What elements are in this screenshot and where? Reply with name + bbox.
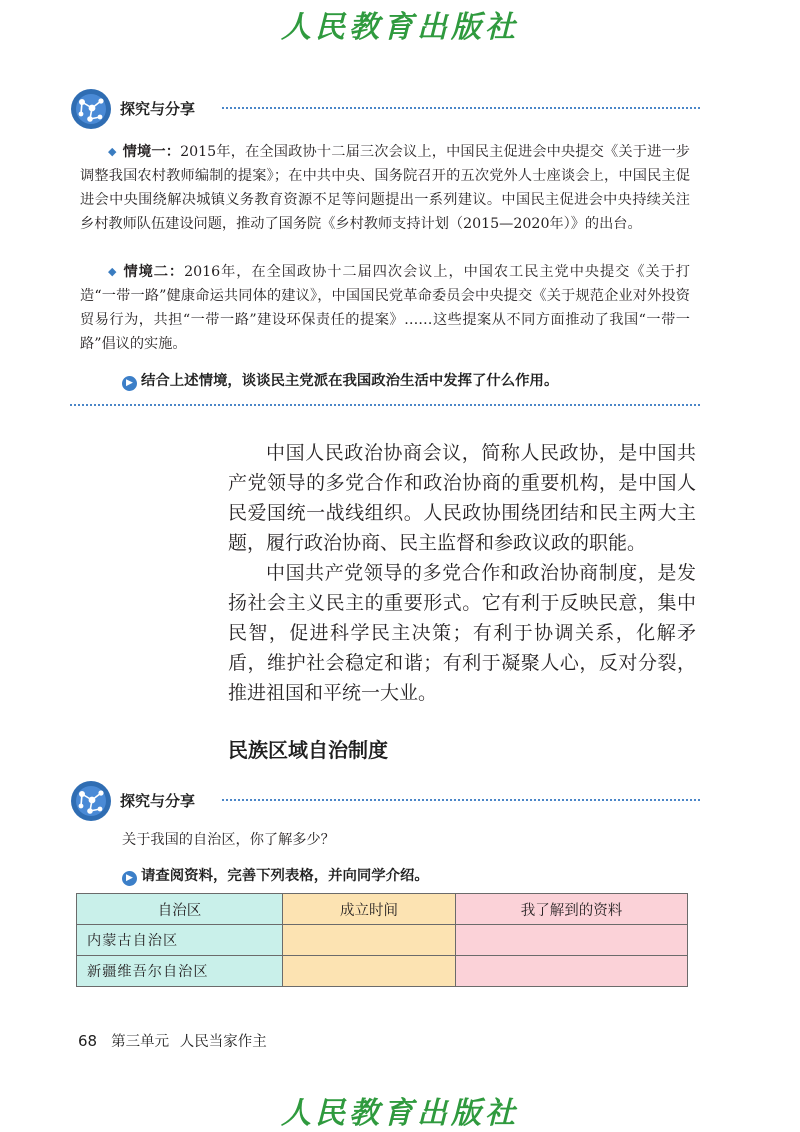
paragraph: 中国共产党领导的多党合作和政治协商制度，是发扬社会主义民主的重要形式。它有利于反映民意，集中民智，促进科学民主决策；有利于协调关系，化解矛盾，维护社会稳定和谐；有利于凝聚人心，反对分裂，推进祖国和平统一大业。 (228, 562, 696, 704)
diamond-bullet-icon: ◆ (108, 265, 118, 278)
column-header: 我了解到的资料 (456, 894, 688, 925)
publisher-logo-top: 人民教育出版社 (281, 10, 519, 45)
dotted-divider (70, 404, 700, 406)
column-header: 成立时间 (283, 894, 456, 925)
arrow-right-icon: ▶ (122, 376, 137, 391)
scenario-two (80, 260, 690, 356)
explore-task (122, 864, 429, 886)
explore-share-title: 探究与分享 (120, 100, 196, 118)
table-row (77, 925, 688, 956)
scenario-two-text: 2016年，在全国政协十二届四次会议上，中国农工民主党中央提交《关于打造“一带一路”健康命运共同体的建议》，中国国民党革命委员会中央提交《关于规范企业对外投资贸易行为，共担“一带一路”建设环保责任的提案》……这些提案从不同方面推动了我国“一带一路”倡议的实施。 (80, 264, 690, 352)
autonomous-region-table (76, 893, 688, 987)
scenario-one (80, 140, 690, 236)
table-cell (456, 925, 688, 956)
publisher-logo-bottom: 人民教育出版社 (281, 1096, 519, 1131)
scenario-one-text: 2015年，在全国政协十二届三次会议上，中国民主促进会中央提交《关于进一步调整我国农村教师编制的提案》；在中共中央、国务院召开的五次党外人士座谈会上，中国民主促进会中央围绕解决城镇义务教育资源不足等问题提出一系列建议。中国民主促进会中央持续关注乡村教师队伍建设问题，推动了国务院《乡村教师支持计划（2015—2020年）》的出台。 (80, 144, 690, 232)
section-title: 民族区域自治制度 (228, 738, 388, 762)
explore-share-header (70, 88, 700, 134)
page-footer (78, 1030, 267, 1051)
table-cell (283, 925, 456, 956)
unit-title: 人民当家作主 (179, 1034, 267, 1050)
scenario-two-label: 情境二： (123, 264, 185, 280)
explore-task-text: 结合上述情境，谈谈民主党派在我国政治生活中发挥了什么作用。 (141, 373, 559, 389)
table-header-row (77, 894, 688, 925)
dotted-divider (222, 107, 700, 109)
explore-task (122, 369, 558, 391)
table-cell (283, 956, 456, 987)
explore-question: 关于我国的自治区，你了解多少？ (122, 832, 335, 848)
column-header: 自治区 (77, 894, 283, 925)
dotted-divider (222, 799, 700, 801)
paragraph: 中国人民政治协商会议，简称人民政协，是中国共产党领导的多党合作和政治协商的重要机构，是中国人民爱国统一战线组织。人民政协围绕团结和民主两大主题，履行政治协商、民主监督和参政议政的职能。 (228, 442, 696, 554)
page-number: 68 (78, 1032, 98, 1050)
table-row (77, 956, 688, 987)
body-text (228, 438, 696, 708)
scenario-one-label: 情境一： (122, 144, 181, 160)
molecule-globe-icon (70, 88, 112, 130)
table-cell: 新疆维吾尔自治区 (77, 956, 283, 987)
explore-share-title: 探究与分享 (120, 792, 196, 810)
unit-label: 第三单元 (111, 1034, 170, 1050)
arrow-right-icon: ▶ (122, 871, 137, 886)
diamond-bullet-icon: ◆ (108, 145, 117, 158)
explore-share-header (70, 780, 700, 826)
table-cell (456, 956, 688, 987)
table-cell: 内蒙古自治区 (77, 925, 283, 956)
molecule-globe-icon (70, 780, 112, 822)
explore-task-text: 请查阅资料，完善下列表格，并向同学介绍。 (141, 868, 429, 884)
